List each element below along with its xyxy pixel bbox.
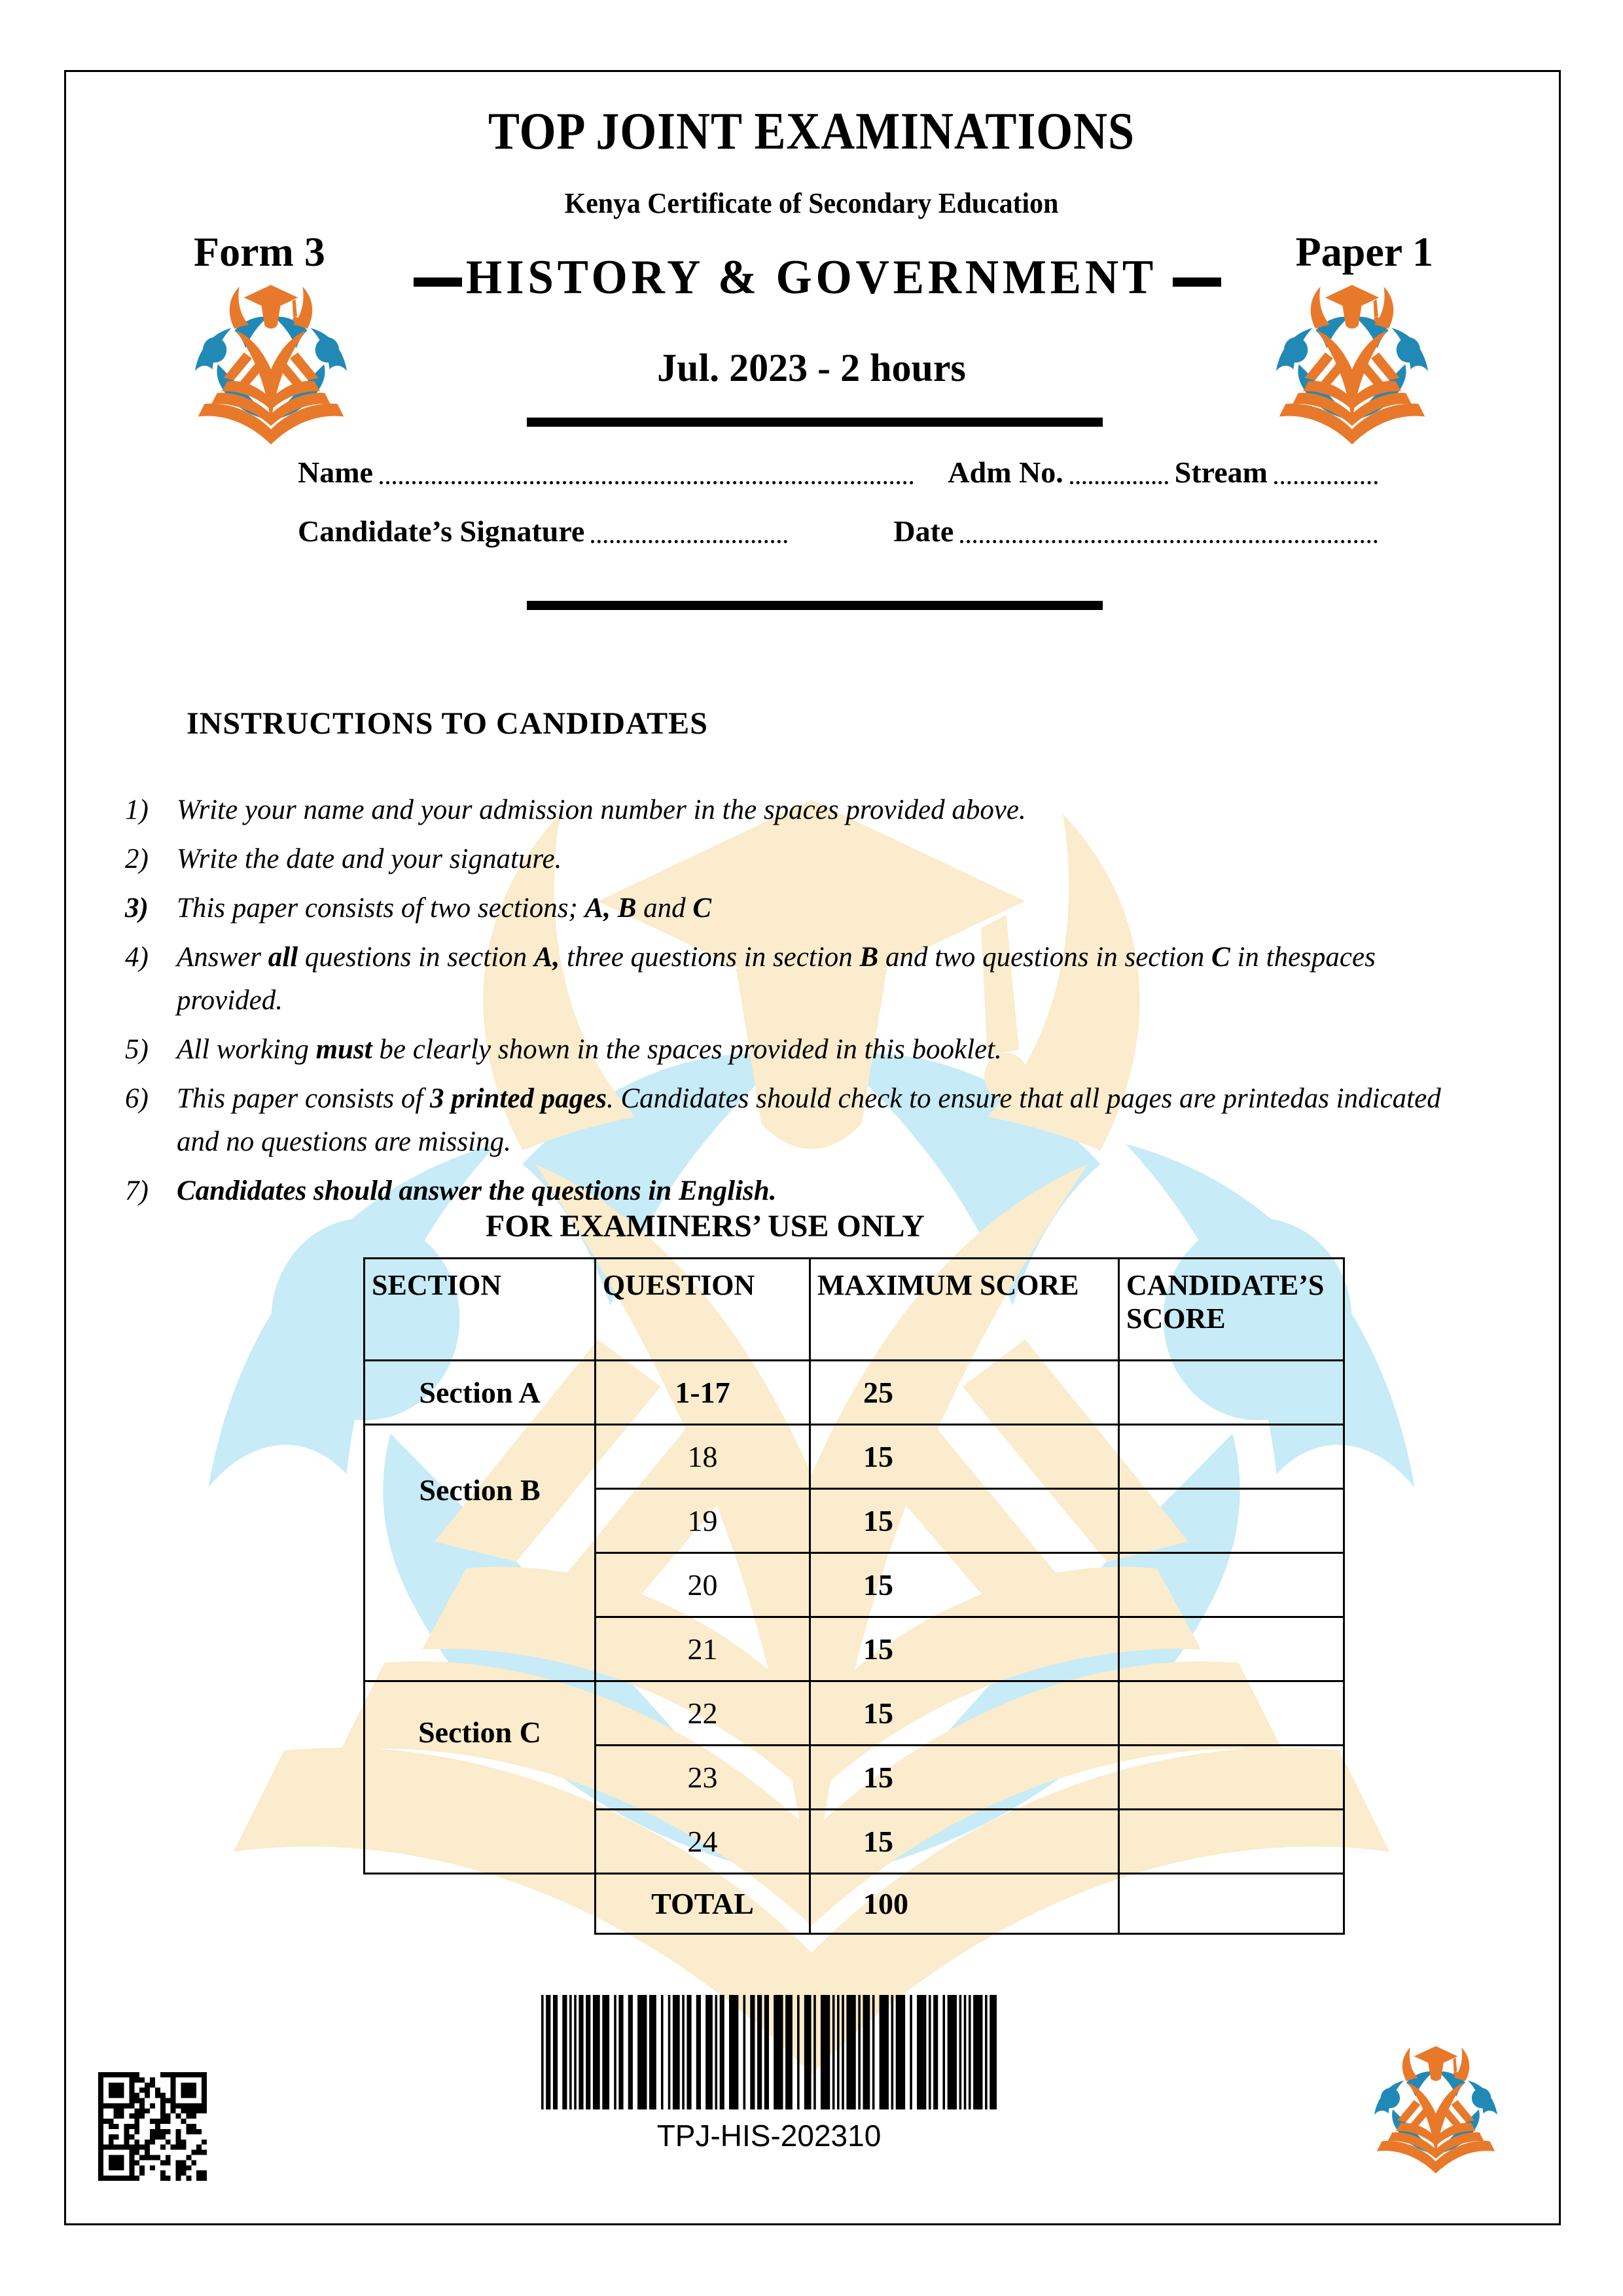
instruction-number: 5)	[125, 1034, 149, 1065]
adm-no-label: Adm No.	[948, 456, 1063, 489]
table-row	[365, 1361, 1344, 1425]
section-cell: Section A	[365, 1361, 596, 1425]
col-header-question: QUESTION	[596, 1259, 810, 1361]
instruction-number: 2)	[125, 844, 149, 874]
signature-label: Candidate’s Signature	[298, 514, 585, 548]
total-score-cell: 100	[810, 1874, 1119, 1934]
date-entry-line	[960, 533, 1378, 543]
instruction-item	[121, 887, 1456, 930]
max-score-cell: 15	[810, 1553, 1119, 1617]
instruction-item	[121, 936, 1456, 1022]
section-cell: Section B	[365, 1425, 596, 1681]
left-dash-bar	[414, 278, 462, 287]
table-row	[365, 1681, 1344, 1746]
candidate-score-cell	[1119, 1489, 1344, 1553]
section-cell: Section C	[365, 1681, 596, 1874]
question-cell: 19	[596, 1489, 810, 1553]
barcode-text: TPJ-HIS-202310	[656, 2119, 882, 2153]
max-score-cell: 25	[810, 1361, 1119, 1425]
signature-entry-line	[591, 533, 787, 543]
candidate-score-cell	[1119, 1810, 1344, 1874]
name-label: Name	[298, 456, 373, 489]
instructions-list	[121, 789, 1456, 1219]
stream-entry-line	[1274, 475, 1378, 484]
max-score-cell: 15	[810, 1746, 1119, 1810]
max-score-cell: 15	[810, 1681, 1119, 1746]
instruction-item	[121, 1077, 1456, 1164]
adm-no-entry-line	[1070, 475, 1168, 484]
examiners-table	[363, 1257, 1345, 1935]
question-cell: 23	[596, 1746, 810, 1810]
instruction-text: Write the date and your signature.	[177, 844, 562, 874]
name-entry-line	[380, 475, 914, 484]
signature-date-row	[298, 514, 1378, 548]
candidate-score-cell	[1119, 1553, 1344, 1617]
barcode-icon	[541, 1995, 997, 2109]
question-cell: 24	[596, 1810, 810, 1874]
exam-session: Jul. 2023 - 2 hours	[657, 346, 966, 389]
paper-label: Paper 1	[1295, 228, 1433, 275]
instruction-item	[121, 1028, 1456, 1071]
candidate-score-cell	[1119, 1681, 1344, 1746]
question-cell: 1-17	[596, 1361, 810, 1425]
right-dash-bar	[1173, 278, 1221, 287]
candidate-score-cell	[1119, 1874, 1344, 1934]
examiners-heading: FOR EXAMINERS’ USE ONLY	[486, 1209, 925, 1244]
instruction-item	[121, 838, 1456, 881]
instruction-item	[121, 1170, 1456, 1213]
qr-code-icon	[98, 2072, 207, 2181]
table-row	[365, 1425, 1344, 1489]
instruction-number: 6)	[125, 1083, 149, 1114]
instruction-number: 4)	[125, 942, 149, 973]
total-label-cell: TOTAL	[596, 1874, 810, 1934]
max-score-cell: 15	[810, 1810, 1119, 1874]
date-label: Date	[893, 514, 954, 548]
candidate-score-cell	[1119, 1617, 1344, 1681]
question-cell: 18	[596, 1425, 810, 1489]
question-cell: 22	[596, 1681, 810, 1746]
page-subtitle: Kenya Certificate of Secondary Education	[564, 187, 1059, 219]
subject-title: HISTORY & GOVERNMENT	[465, 251, 1158, 304]
instruction-text: This paper consists of 3 printed pages. Candidates should check to ensure that all pages are printedas indicated and no questions are missing.	[177, 1083, 1441, 1157]
max-score-cell: 15	[810, 1489, 1119, 1553]
question-cell: 20	[596, 1553, 810, 1617]
divider-rule-bottom	[527, 601, 1103, 610]
question-cell: 21	[596, 1617, 810, 1681]
divider-rule-top	[527, 418, 1103, 427]
col-header-candidate-score: CANDIDATE’S SCORE	[1119, 1259, 1344, 1361]
instruction-number: 1)	[125, 795, 149, 825]
candidate-score-cell	[1119, 1746, 1344, 1810]
max-score-cell: 15	[810, 1617, 1119, 1681]
col-header-max-score: MAXIMUM SCORE	[810, 1259, 1119, 1361]
candidate-score-cell	[1119, 1361, 1344, 1425]
instruction-number: 7)	[125, 1175, 149, 1206]
instruction-text: Write your name and your admission number in the spaces provided above.	[177, 795, 1026, 825]
table-header-row	[365, 1259, 1344, 1361]
instructions-heading: INSTRUCTIONS TO CANDIDATES	[187, 706, 708, 741]
school-logo-bottom-right	[1372, 2041, 1500, 2176]
page-title: TOP JOINT EXAMINATIONS	[488, 103, 1135, 160]
instruction-text: Answer all questions in section A, three questions in section B and two questions in section C in thespaces provided.	[177, 942, 1376, 1016]
table-total-row	[365, 1874, 1344, 1934]
stream-label: Stream	[1174, 456, 1268, 489]
empty-corner-cell	[365, 1874, 596, 1934]
instruction-text: All working must be clearly shown in the spaces provided in this booklet.	[177, 1034, 1002, 1065]
candidate-score-cell	[1119, 1425, 1344, 1489]
instruction-item	[121, 789, 1456, 832]
instruction-text: Candidates should answer the questions in English.	[177, 1175, 777, 1206]
candidate-name-row	[298, 456, 1378, 490]
instruction-number: 3)	[125, 893, 149, 924]
col-header-section: SECTION	[365, 1259, 596, 1361]
instruction-text: This paper consists of two sections; A, B and C	[177, 893, 712, 924]
form-label: Form 3	[194, 228, 325, 275]
max-score-cell: 15	[810, 1425, 1119, 1489]
